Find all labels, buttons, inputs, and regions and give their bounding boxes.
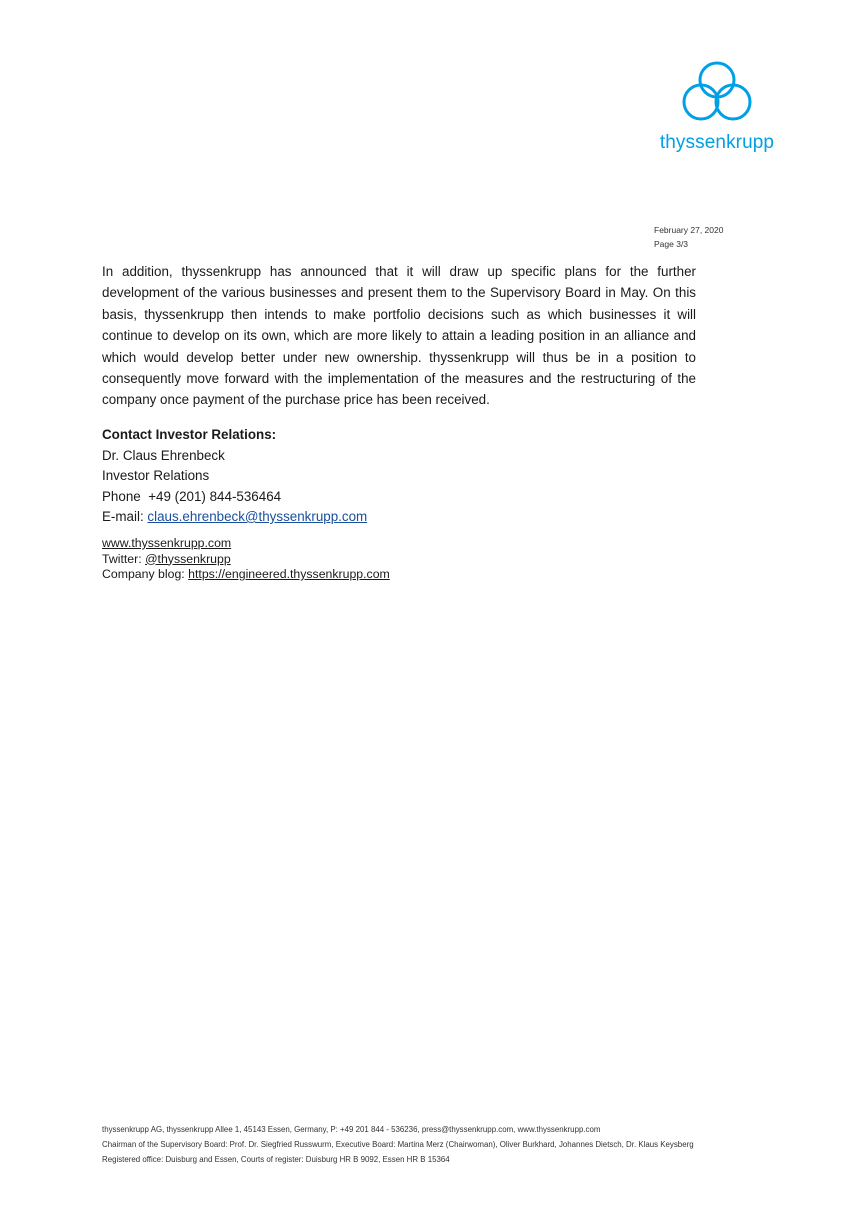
links-block — [102, 536, 390, 583]
logo-wordmark: thyssenkrupp — [659, 132, 775, 153]
contact-name: Dr. Claus Ehrenbeck — [102, 447, 225, 463]
contact-email-row — [102, 507, 367, 528]
footer-line-address: thyssenkrupp AG, thyssenkrupp Allee 1, 45143 Essen, Germany, P: +49 201 844 - 536236, press@thyssenkrupp.com, www.thyssenkrupp.com — [102, 1125, 601, 1134]
contact-phone-row — [102, 487, 367, 508]
blog-link[interactable]: https://engineered.thyssenkrupp.com — [188, 567, 390, 581]
twitter-label: Twitter: — [102, 551, 142, 566]
twitter-link[interactable]: @thyssenkrupp — [145, 551, 231, 566]
page-footer — [102, 1122, 694, 1167]
footer-line-registry: Registered office: Duisburg and Essen, Courts of register: Duisburg HR B 9092, Essen HR B 15364 — [102, 1155, 450, 1164]
phone-value: +49 (201) 844-536464 — [148, 488, 282, 504]
body-paragraph: In addition, thyssenkrupp has announced that it will draw up specific plans for the further development of the various businesses and present them to the Supervisory Board in May. On this basis, thyssenkrupp then intends to make portfolio decisions such as which businesses it will continue to develop on its own, which are more likely to attain a leading position in an alliance and which would develop better under new ownership. thyssenkrupp will thus be in a position to consequently move forward with the implementation of the measures and the restructuring of the company once payment of the purchase price has been received. — [102, 264, 696, 408]
email-link[interactable]: claus.ehrenbeck@thyssenkrupp.com — [147, 509, 368, 524]
footer-line-board: Chairman of the Supervisory Board: Prof. Dr. Siegfried Russwurm, Executive Board: Martina Merz (Chairwoman), Oliver Burkhard, Johannes Dietsch, Dr. Klaus Keysberg — [102, 1140, 694, 1149]
blog-row — [102, 567, 390, 583]
company-logo — [652, 58, 782, 154]
thyssenkrupp-rings-icon — [678, 58, 756, 128]
page-number: Page 3/3 — [654, 239, 689, 249]
blog-label: Company blog: — [102, 567, 185, 581]
contact-block — [102, 425, 367, 528]
website-link[interactable]: www.thyssenkrupp.com — [102, 536, 232, 550]
document-date: February 27, 2020 — [654, 225, 724, 235]
contact-heading: Contact Investor Relations: — [102, 427, 277, 442]
document-meta — [654, 223, 723, 251]
twitter-row — [102, 552, 390, 568]
email-label: E-mail: — [102, 509, 144, 524]
contact-department: Investor Relations — [102, 468, 210, 483]
phone-label: Phone — [102, 488, 141, 504]
